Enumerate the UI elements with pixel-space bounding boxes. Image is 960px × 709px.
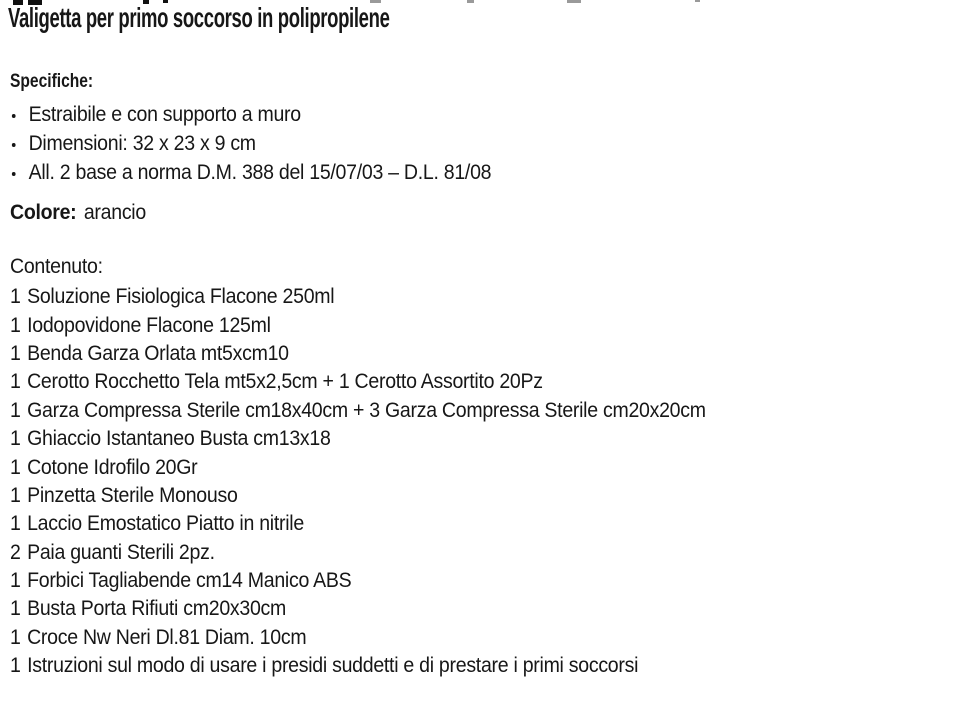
content-item-qty: 1 <box>10 370 21 394</box>
content-item-text: Croce Nw Neri Dl.81 Diam. 10cm <box>27 625 307 649</box>
content-list-item <box>10 567 706 595</box>
content-list-item <box>10 510 706 538</box>
content-item-qty: 1 <box>10 427 21 451</box>
content-item-qty: 1 <box>10 313 21 337</box>
content-list-item <box>10 624 706 652</box>
content-item-text: Laccio Emostatico Piatto in nitrile <box>27 512 304 536</box>
content-list-item <box>10 425 706 453</box>
bullet-icon <box>12 143 16 147</box>
spec-list-item <box>10 101 491 130</box>
content-item-qty: 1 <box>10 455 21 479</box>
content-item-qty: 2 <box>10 540 21 564</box>
bullet-icon <box>12 114 16 118</box>
content-item-qty: 1 <box>10 625 21 649</box>
content-list-item <box>10 311 706 339</box>
content-item-text: Cerotto Rocchetto Tela mt5x2,5cm + 1 Cerotto Assortito 20Pz <box>27 370 543 394</box>
content-item-qty: 1 <box>10 285 21 309</box>
specs-section <box>10 71 527 187</box>
content-item-text: Istruzioni sul modo di usare i presidi suddetti e di prestare i primi soccorsi <box>27 654 639 678</box>
content-list-item <box>10 539 706 567</box>
content-item-qty: 1 <box>10 483 21 507</box>
content-item-qty: 1 <box>10 654 21 678</box>
content-list-item <box>10 453 706 481</box>
contents-list <box>10 283 758 680</box>
content-item-text: Paia guanti Sterili 2pz. <box>27 540 215 564</box>
content-item-qty: 1 <box>10 512 21 536</box>
bullet-icon <box>12 172 16 176</box>
content-list-item <box>10 283 706 311</box>
content-list-item <box>10 397 706 425</box>
content-item-qty: 1 <box>10 398 21 422</box>
content-list-item <box>10 595 706 623</box>
content-item-qty: 1 <box>10 341 21 365</box>
content-item-text: Ghiaccio Istantaneo Busta cm13x18 <box>27 427 331 451</box>
cropped-text-fragment <box>695 0 700 2</box>
content-item-text: Busta Porta Rifiuti cm20x30cm <box>27 597 287 621</box>
content-item-text: Cotone Idrofilo 20Gr <box>27 455 198 479</box>
spec-item-text: Dimensioni: 32 x 23 x 9 cm <box>28 132 256 156</box>
content-item-text: Benda Garza Orlata mt5xcm10 <box>27 341 289 365</box>
content-item-qty: 1 <box>10 597 21 621</box>
content-item-text: Soluzione Fisiologica Flacone 250ml <box>27 285 335 309</box>
specs-list <box>10 101 527 187</box>
content-item-qty: 1 <box>10 569 21 593</box>
contents-section <box>10 255 758 680</box>
spec-item-text: All. 2 base a norma D.M. 388 del 15/07/03 – D.L. 81/08 <box>28 160 492 184</box>
spec-list-item <box>10 130 491 159</box>
color-value: arancio <box>83 201 146 224</box>
content-list-item <box>10 368 706 396</box>
content-list-item <box>10 482 706 510</box>
cropped-text-fragment <box>467 0 474 3</box>
content-item-text: Iodopovidone Flacone 125ml <box>27 313 271 337</box>
color-line <box>10 201 146 225</box>
content-item-text: Garza Compressa Sterile cm18x40cm + 3 Garza Compressa Sterile cm20x20cm <box>27 398 706 422</box>
spec-item-text: Estraibile e con supporto a muro <box>28 103 301 127</box>
contents-heading: Contenuto: <box>10 255 103 278</box>
content-list-item <box>10 652 706 680</box>
cropped-text-fragment <box>567 0 581 3</box>
page-title: Valigetta per primo soccorso in polipropilene <box>8 2 390 33</box>
content-item-text: Pinzetta Sterile Monouso <box>27 483 238 507</box>
color-label: Colore: <box>10 201 77 224</box>
spec-list-item <box>10 158 491 187</box>
content-list-item <box>10 340 706 368</box>
content-item-text: Forbici Tagliabende cm14 Manico ABS <box>27 569 352 593</box>
specs-heading: Specifiche: <box>10 71 94 92</box>
